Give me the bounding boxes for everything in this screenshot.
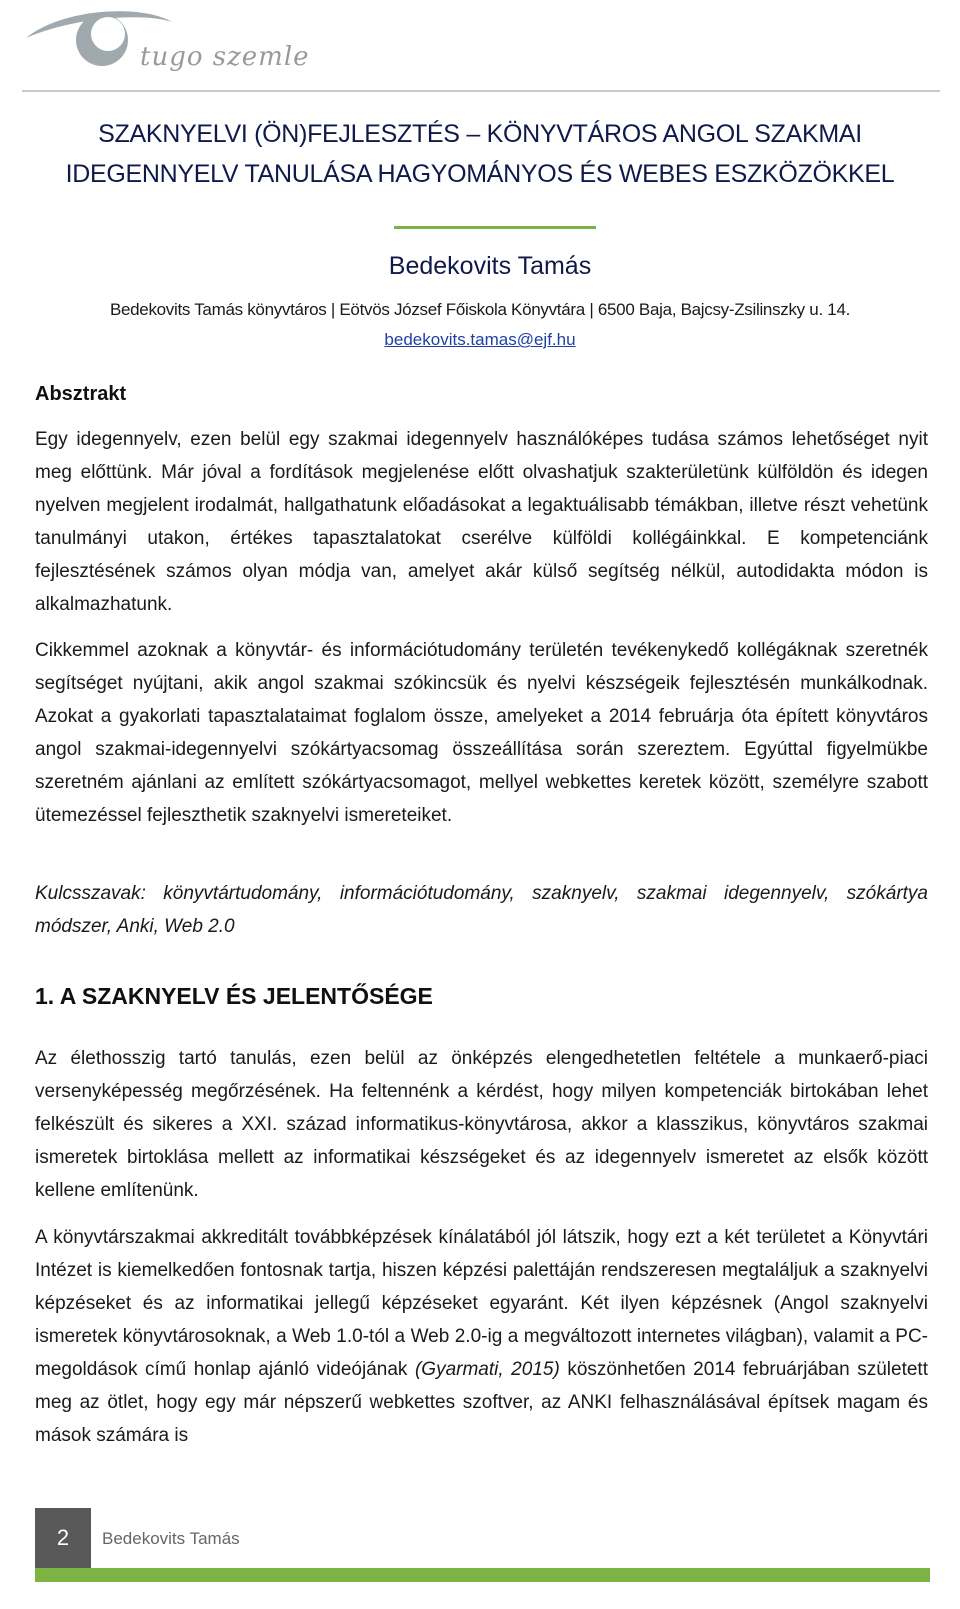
citation: (Gyarmati, 2015) [414, 1359, 560, 1380]
paragraph-text: A könyvtárszakmai akkreditált továbbképzések kínálatából jól látszik, hogy ezt a két területet a Könyvtári Intézet is kiemelkedően fontosnak tartja, hiszen képzési palettáján rendszeresen megtaláljuk a szaknyelvi képzéseket és az informatikai jellegű képzéseket egyaránt. Két ilyen képzésnek (Angol szaknyelvi ismeretek könyvtárosoknak, a Web 1.0-tól a Web 2.0-ig a megváltozott internetes világban), valamit a PC-megoldások című honlap ajánló videójának [35, 1227, 928, 1380]
header-rule [22, 90, 940, 92]
section-paragraph-2 [35, 1221, 928, 1452]
page-number: 2 [56, 1525, 70, 1550]
footer-rule [35, 1568, 930, 1582]
article-title: SZAKNYELVI (ÖN)FEJLESZTÉS – KÖNYVTÁROS ANGOL SZAKMAI IDEGENNYELV TANULÁSA HAGYOMÁNYOS ÉS WEBES ESZKÖZÖKKEL [65, 120, 895, 188]
footer-author: Bedekovits Tamás [102, 1529, 240, 1548]
abstract-heading: Absztrakt [35, 383, 127, 405]
author-affiliation: Bedekovits Tamás könyvtáros | Eötvös József Főiskola Könyvtára | 6500 Baja, Bajcsy-Zsilinszky u. 14. [109, 300, 851, 319]
section-paragraph-1: Az élethosszig tartó tanulás, ezen belül az önképzés elengedhetetlen feltétele a munkaerő-piaci versenyképesség megőrzésének. Ha feltennénk a kérdést, hogy milyen kompetenciák birtokában lehet felkészült és sikeres a XXI. század informatikus-könyvtárosa, akkor a klasszikus, könyvtáros szakmai ismeretek birtoklása mellett az informatikai készségeket és az idegennyelv ismeretet az elsők között kellene említenünk. [35, 1048, 928, 1201]
journal-logo-text: tugo szemle [140, 42, 310, 72]
author-email-link[interactable]: bedekovits.tamas@ejf.hu [384, 330, 576, 349]
keywords: Kulcsszavak: könyvtártudomány, információtudomány, szaknyelv, szakmai idegennyelv, szókártya módszer, Anki, Web 2.0 [35, 883, 928, 937]
section-heading: 1. A SZAKNYELV ÉS JELENTŐSÉGE [35, 983, 433, 1009]
journal-logo [22, 4, 322, 84]
title-divider [394, 226, 596, 229]
abstract-paragraph-2: Cikkemmel azoknak a könyvtár- és információtudomány területén tevékenykedő kollégáknak szeretnék segítséget nyújtani, akik angol szakmai szókincsük és nyelvi készségeik fejlesztésén munkálkodnak. Azokat a gyakorlati tapasztalataimat foglalom össze, amelyeket a 2014 februárja óta épített könyvtáros angol szakmai-idegennyelvi szókártyacsomag összeállítása során szereztem. Egyúttal figyelmükbe szeretném ajánlani az említett szókártyacsomagot, mellyel webkettes keretek között, személyre szabott ütemezéssel fejleszthetik szaknyelvi ismereteiket. [35, 640, 928, 826]
paragraph-text: köszönhetően 2014 februárjában született meg az ötlet, hogy egy már népszerű webkettes szoftver, az ANKI felhasználásával építsek magam és mások számára is [35, 1359, 928, 1446]
abstract-paragraph-1: Egy idegennyelv, ezen belül egy szakmai idegennyelv használóképes tudása számos lehetőséget nyit meg előttünk. Már jóval a fordítások megjelenése előtt olvashatjuk szakterületünk külföldön és idegen nyelven megjelent irodalmát, hallgathatunk előadásokat a legaktuálisabb témákban, illetve részt vehetünk tanulmányi utakon, értékes tapasztalatokat cserélve külföldi kollégáinkkal. E kompetenciánk fejlesztésének számos olyan módja van, amelyet akár külső segítség nélkül, autodidakta módon is alkalmazhatunk. [35, 429, 928, 615]
article-author: Bedekovits Tamás [388, 252, 592, 280]
